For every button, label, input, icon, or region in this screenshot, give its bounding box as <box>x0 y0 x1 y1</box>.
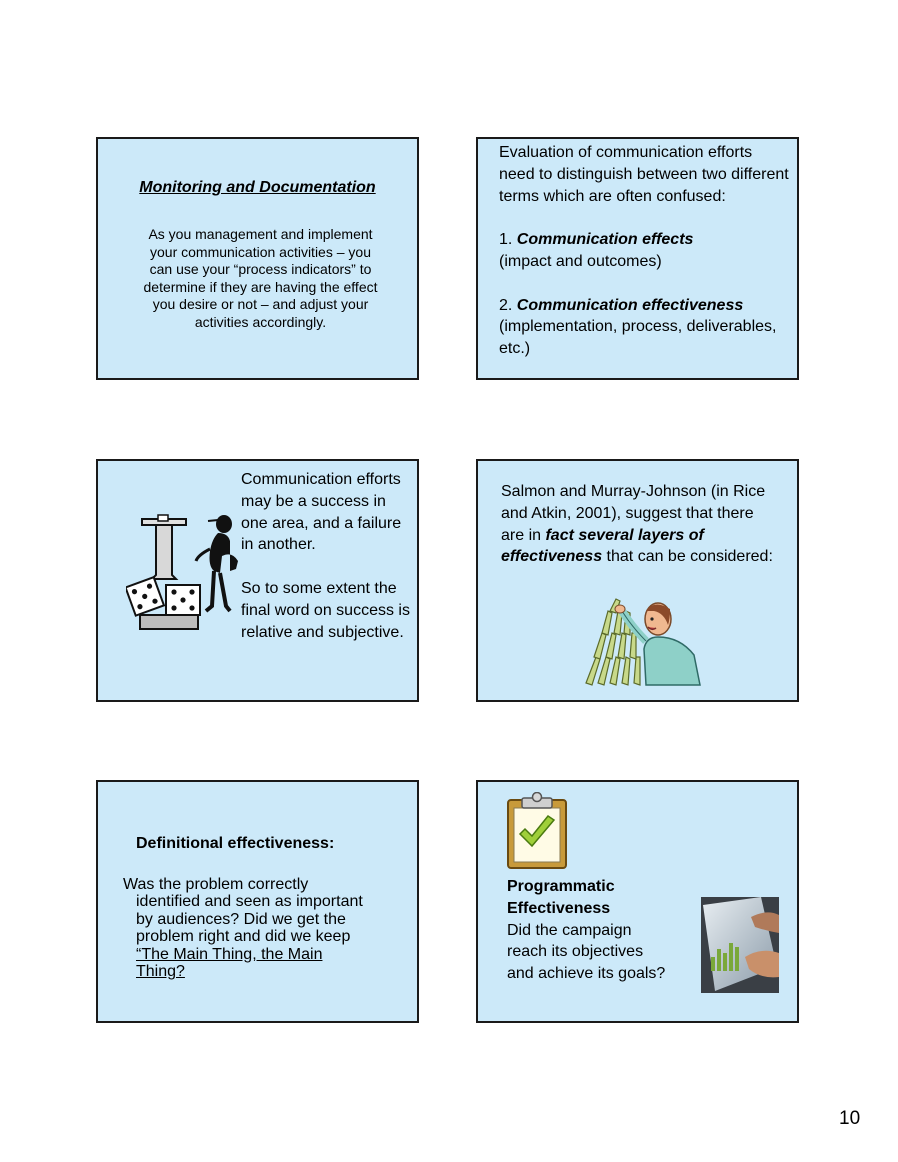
text-part-a: Salmon and Murray-Johnson (in Rice and Atkin, 2001), suggest that there are in <box>501 483 766 544</box>
slide-body: As you management and implement your communication activities – you can use your “process indicators” to determine if they are having the effect you desire or not – and adjust your activities accordingly. <box>143 226 378 330</box>
term-2-label: Communication effectiveness <box>516 296 744 314</box>
page-number: 10 <box>839 1108 861 1129</box>
term-1-number: 1. <box>499 231 517 249</box>
body-line-3: by audiences? Did we get the <box>136 910 346 928</box>
slide-evaluation-terms <box>476 137 799 380</box>
house-of-cards-builder-icon <box>584 597 704 687</box>
scale-dice-figure-icon <box>126 511 246 636</box>
text-emphasis: fact several layers of effectiveness <box>501 526 704 566</box>
slide-body <box>123 876 413 980</box>
slide-text <box>507 876 697 985</box>
clipboard-checkmark-icon <box>506 792 568 870</box>
body-line-2: reach its objectives <box>507 943 644 961</box>
title-line-2: Effectiveness <box>507 899 611 917</box>
term-2-number: 2. <box>499 296 517 314</box>
body-line-1: Did the campaign <box>507 921 632 939</box>
slide-monitoring <box>96 137 419 380</box>
slide-text <box>499 142 789 360</box>
paragraph-1: Communication efforts may be a success in one area, and a failure in another. <box>241 471 402 554</box>
intro-text: Evaluation of communication efforts need to distinguish between two different terms which are often confused: <box>499 144 789 205</box>
body-line-1: Was the problem correctly <box>123 876 309 893</box>
slide-layers-of-effectiveness <box>476 459 799 702</box>
body-line-4: problem right and did we keep <box>136 928 351 946</box>
term-1-description: (impact and outcomes) <box>499 252 662 270</box>
slide-programmatic-effectiveness <box>476 780 799 1023</box>
slide-text <box>241 469 411 643</box>
text-part-b: that can be considered: <box>602 548 773 566</box>
body-line-6: Thing? <box>136 963 185 981</box>
slide-definitional-effectiveness <box>96 780 419 1023</box>
term-2-description: (implementation, process, deliverables, etc.) <box>499 318 777 358</box>
body-line-5: “The Main Thing, the Main <box>136 945 323 963</box>
slide-success-relative <box>96 459 419 702</box>
paragraph-2: So to some extent the final word on success is relative and subjective. <box>241 579 410 641</box>
body-line-2: identified and seen as important <box>136 893 363 911</box>
slide-title: Definitional effectiveness: <box>136 835 335 852</box>
body-line-3: and achieve its goals? <box>507 965 666 983</box>
slide-text <box>501 481 781 568</box>
chart-papers-photo <box>701 897 779 993</box>
term-2 <box>499 295 789 317</box>
term-1-label: Communication effects <box>516 231 694 249</box>
slide-title: Monitoring and Documentation <box>139 179 376 196</box>
title-line-1: Programmatic <box>507 878 615 895</box>
term-1 <box>499 229 789 251</box>
